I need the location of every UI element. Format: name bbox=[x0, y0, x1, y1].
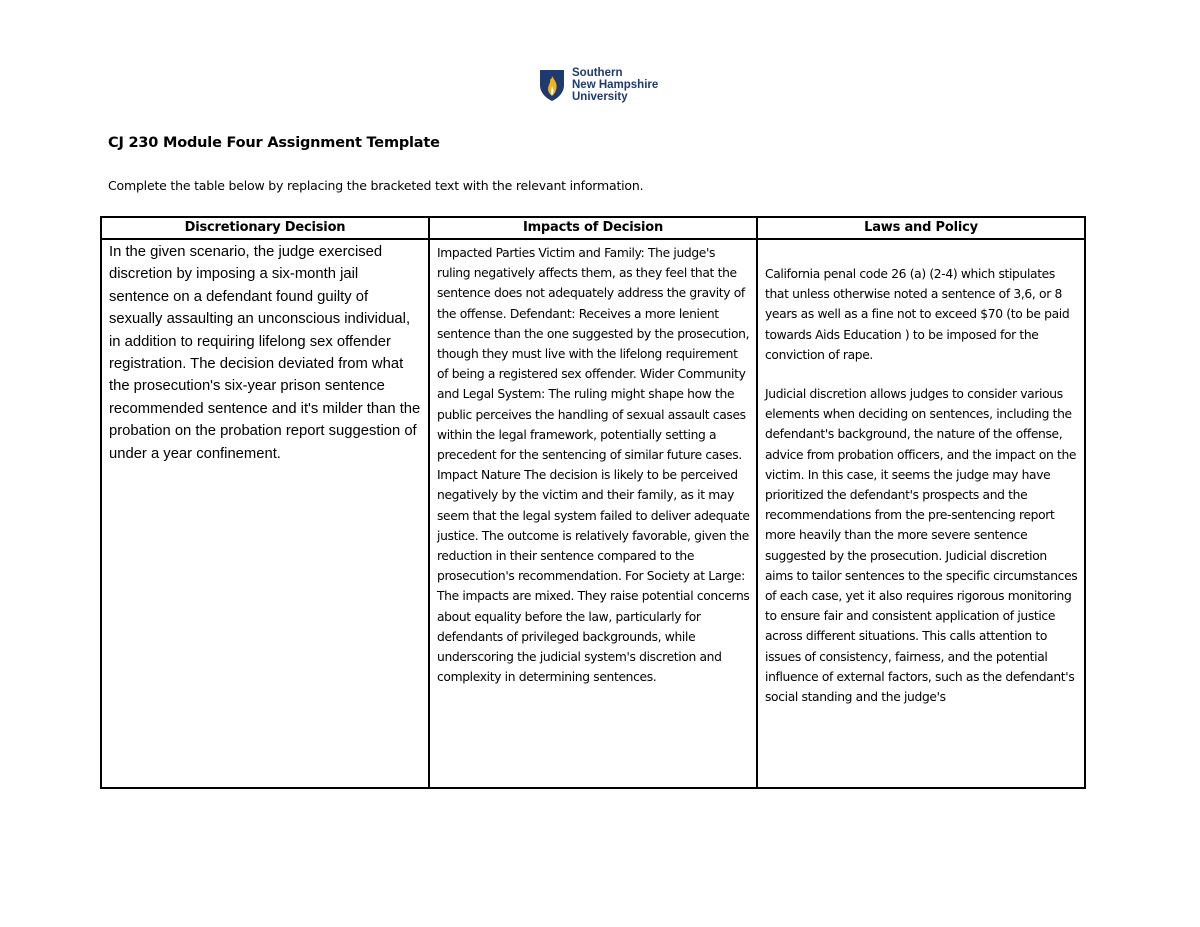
laws-paragraph-2: Judicial discretion allows judges to consider various elements when deciding on sentences, including the defendant's background, the nature of the offense, advice from probation officers, and the impact on the victim. In this case, it seems the judge may have prioritized the defendant's prospects and the recommendations from the pre-sentencing report more heavily than the more severe sentence suggested by the prosecution. Judicial discretion aims to tailor sentences to the specific circumstances of each case, yet it also requires rigorous monitoring to ensure fair and consistent application of justice across different situations. This calls attention to issues of consistency, fairness, and the potential influence of external factors, such as the defendant's social standing and the judge's bbox=[765, 387, 1078, 705]
page-title: CJ 230 Module Four Assignment Template bbox=[108, 135, 440, 151]
logo-line-3: University bbox=[572, 91, 628, 103]
laws-policy-cell[interactable] bbox=[757, 239, 1085, 788]
discretionary-decision-cell[interactable]: In the given scenario, the judge exercised discretion by imposing a six-month jail sentence on a defendant found guilty of sexually assaulting an unconscious individual, in addition to requiring lifelong sex offender registration. The decision deviated from what the prosecution's six-year prison sentence recommended sentence and it's milder than the probation on the probation report suggestion of under a year confinement. bbox=[101, 239, 429, 788]
header-impacts-of-decision: Impacts of Decision bbox=[429, 217, 757, 239]
university-logo bbox=[538, 67, 658, 103]
logo-line-2: New Hampshire bbox=[572, 79, 659, 91]
logo-line-1: Southern bbox=[572, 67, 623, 79]
instructions-text: Complete the table below by replacing the bracketed text with the relevant information. bbox=[108, 178, 644, 193]
assignment-table bbox=[100, 216, 1086, 789]
table-header-row bbox=[101, 217, 1085, 239]
shield-flame-icon bbox=[538, 68, 566, 102]
header-discretionary-decision: Discretionary Decision bbox=[101, 217, 429, 239]
table-row bbox=[101, 239, 1085, 788]
laws-paragraph-1: California penal code 26 (a) (2-4) which stipulates that unless otherwise noted a sentence of 3,6, or 8 years as well as a fine not to exceed $70 (to be paid towards Aids Education ) to be imposed for the conviction of rape. bbox=[765, 267, 1070, 362]
logo-wordmark bbox=[572, 67, 658, 103]
header-laws-and-policy: Laws and Policy bbox=[757, 217, 1085, 239]
impacts-cell[interactable]: Impacted Parties Victim and Family: The judge's ruling negatively affects them, as they feel that the sentence does not adequately address the gravity of the offense. Defendant: Receives a more lenient sentence than the one suggested by the prosecution, though they must live with the lifelong requirement of being a registered sex offender. Wider Community and Legal System: The ruling might shape how the public perceives the handling of sexual assault cases within the legal framework, potentially setting a precedent for the sentencing of similar future cases. Impact Nature The decision is likely to be perceived negatively by the victim and their family, as it may seem that the legal system failed to deliver adequate justice. The outcome is relatively favorable, given the reduction in their sentence compared to the prosecution's recommendation. For Society at Large: The impacts are mixed. They raise potential concerns about equality before the law, particularly for defendants of privileged backgrounds, while underscoring the judicial system's discretion and complexity in determining sentences. bbox=[429, 239, 757, 788]
